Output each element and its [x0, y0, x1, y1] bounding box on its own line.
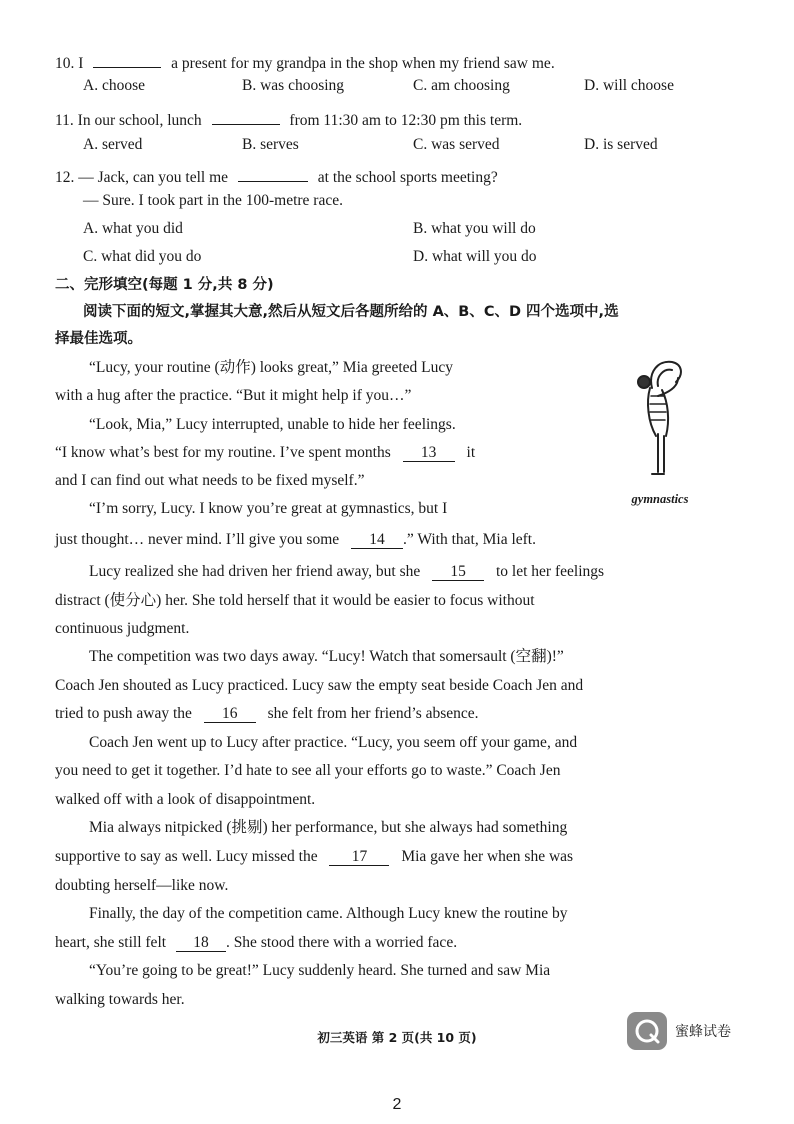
passage-line: distract (使分心) her. She told herself that it would be easier to focus without	[55, 592, 535, 609]
answer-blank	[93, 50, 161, 68]
option-b: B. serves	[242, 136, 299, 153]
passage-line: and I can find out what needs to be fixed myself.”	[55, 472, 365, 489]
passage-line: Mia always nitpicked (挑剔) her performance, but she always had something	[89, 819, 568, 836]
passage-text: it	[466, 444, 476, 461]
section-heading: 二、完形填空(每题 1 分,共 8 分)	[55, 277, 274, 293]
blank-13: 13	[403, 444, 455, 462]
blank-14: 14	[351, 531, 403, 549]
passage-text: just thought… never mind. I’ll give you some	[55, 531, 340, 548]
question-12-rest: at the school sports meeting?	[317, 169, 498, 186]
instruction-line-2: 择最佳选项。	[55, 331, 142, 347]
blank-18: 18	[176, 934, 226, 952]
passage-line	[55, 530, 536, 550]
answer-blank	[238, 164, 308, 182]
passage-line: with a hug after the practice. “But it might help if you…”	[55, 387, 412, 404]
option-d: D. is served	[584, 136, 658, 153]
watermark-logo-icon	[627, 1012, 667, 1050]
passage-line: Coach Jen shouted as Lucy practiced. Lucy saw the empty seat beside Coach Jen and	[55, 677, 584, 694]
passage-text: heart, she still felt	[55, 934, 167, 951]
page-number: 2	[392, 1096, 402, 1113]
passage-line: continuous judgment.	[55, 620, 190, 637]
passage-text: tried to push away the	[55, 705, 192, 722]
option-d: D. will choose	[584, 77, 674, 94]
passage-text: supportive to say as well. Lucy missed the	[55, 848, 318, 865]
passage-line: “Look, Mia,” Lucy interrupted, unable to hide her feelings.	[89, 416, 456, 433]
question-12	[55, 164, 498, 188]
option-b: B. what you will do	[413, 220, 536, 237]
option-c: C. am choosing	[413, 77, 510, 94]
passage-line: Coach Jen went up to Lucy after practice. “Lucy, you seem off your game, and	[89, 734, 578, 751]
option-a: A. what you did	[83, 220, 183, 237]
option-a: A. choose	[83, 77, 145, 94]
question-11-rest: from 11:30 am to 12:30 pm this term.	[289, 112, 523, 129]
passage-line: “Lucy, your routine (动作) looks great,” Mia greeted Lucy	[89, 359, 453, 376]
passage-text: to let her feelings	[496, 563, 605, 580]
question-10-rest: a present for my grandpa in the shop when my friend saw me.	[171, 55, 555, 72]
gymnast-icon	[618, 352, 708, 480]
passage-text: she felt from her friend’s absence.	[267, 705, 479, 722]
watermark-text: 蜜蜂试卷	[675, 1024, 731, 1040]
option-c: C. what did you do	[83, 248, 202, 265]
passage-line: “I’m sorry, Lucy. I know you’re great at gymnastics, but I	[89, 500, 448, 517]
passage-text: “I know what’s best for my routine. I’ve spent months	[55, 444, 391, 461]
question-12-stem: 12. — Jack, can you tell me	[55, 169, 229, 186]
figure-caption: gymnastics	[631, 492, 689, 506]
passage-text: Lucy realized she had driven her friend away, but she	[89, 563, 421, 580]
passage-line	[55, 443, 475, 463]
passage-line: doubting herself—like now.	[55, 877, 229, 894]
passage-line: walking towards her.	[55, 991, 185, 1008]
passage-line: Finally, the day of the competition came. Although Lucy knew the routine by	[89, 905, 568, 922]
passage-line	[55, 704, 479, 724]
passage-line	[55, 933, 457, 953]
option-c: C. was served	[413, 136, 500, 153]
passage-line: “You’re going to be great!” Lucy suddenly heard. She turned and saw Mia	[89, 962, 551, 979]
passage-text: .” With that, Mia left.	[403, 531, 536, 548]
question-10	[55, 50, 555, 74]
passage-text: . She stood there with a worried face.	[225, 934, 458, 951]
question-10-stem: 10. I	[55, 55, 84, 72]
option-a: A. served	[83, 136, 143, 153]
instruction-line-1: 阅读下面的短文,掌握其大意,然后从短文后各题所给的 A、B、C、D 四个选项中,选	[83, 304, 619, 320]
question-12-reply: — Sure. I took part in the 100-metre race.	[83, 192, 343, 209]
passage-line: The competition was two days away. “Lucy! Watch that somersault (空翻)!”	[89, 648, 564, 665]
question-11	[55, 107, 522, 131]
answer-blank	[212, 107, 280, 125]
page-footer: 初三英语 第 2 页(共 10 页)	[317, 1030, 477, 1045]
passage-line: you need to get it together. I’d hate to see all your efforts go to waste.” Coach Jen	[55, 762, 561, 779]
option-d: D. what will you do	[413, 248, 537, 265]
option-b: B. was choosing	[242, 77, 345, 94]
passage-line	[89, 562, 604, 582]
passage-text: Mia gave her when she was	[401, 848, 574, 865]
blank-16: 16	[204, 705, 256, 723]
passage-line	[55, 847, 573, 867]
question-11-stem: 11. In our school, lunch	[55, 112, 202, 129]
passage-line: walked off with a look of disappointment.	[55, 791, 316, 808]
blank-15: 15	[432, 563, 484, 581]
blank-17: 17	[329, 848, 389, 866]
